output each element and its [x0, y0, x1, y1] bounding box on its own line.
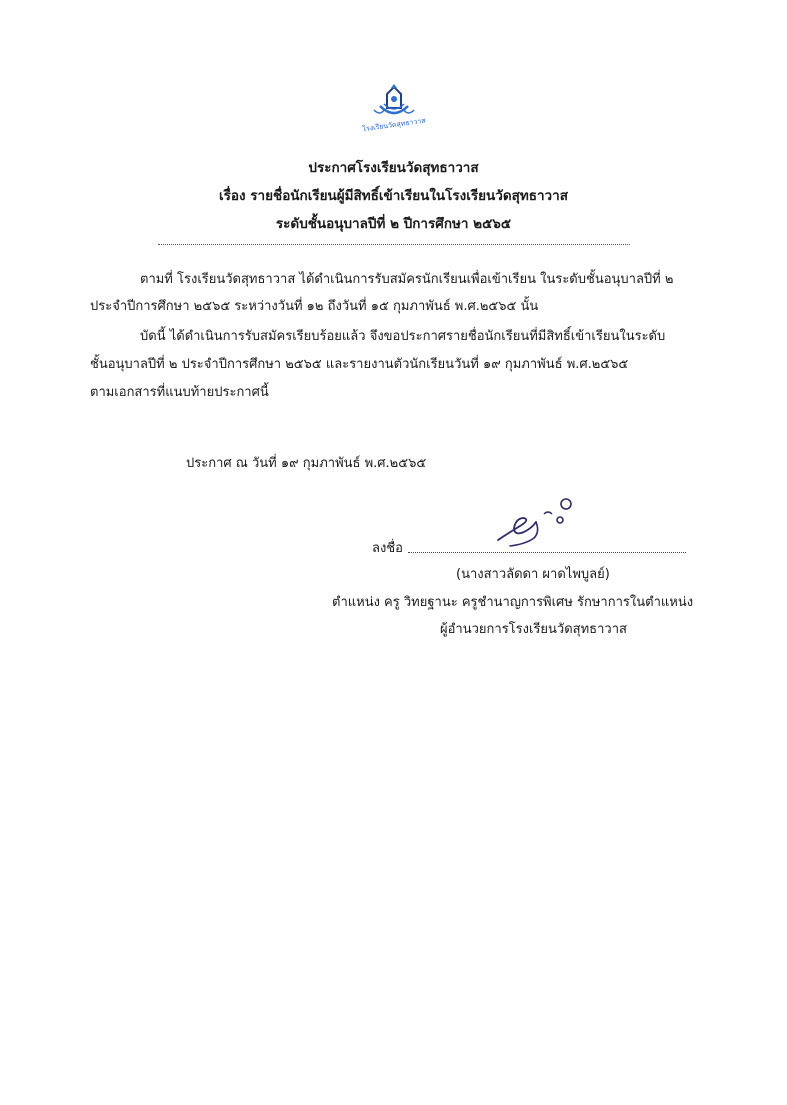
signer-name: (นางสาวลัดดา ผาดไพบูลย์) [456, 567, 610, 582]
title-divider [158, 244, 630, 245]
paragraph-2-line-1: บัดนี้ ได้ดำเนินการรับสมัครเรียบร้อยแล้ว จึงขอประกาศรายชื่อนักเรียนที่มีสิทธิ์เข้าเรียนในระดับ [140, 329, 666, 344]
logo-caption: โรงเรียนวัดสุทธาวาส [361, 116, 427, 134]
school-emblem-logo [360, 84, 428, 132]
paragraph-1-line-2: ประจำปีการศึกษา ๒๕๖๕ ระหว่างวันที่ ๑๒ ถึงวันที่ ๑๕ กุมภาพันธ์ พ.ศ.๒๕๖๕ นั้น [90, 299, 539, 314]
announcement-title: ประกาศโรงเรียนวัดสุทธาวาส [308, 160, 479, 176]
paragraph-2-line-3: ตามเอกสารที่แนบท้ายประกาศนี้ [90, 385, 269, 400]
sign-label: ลงชื่อ [372, 541, 403, 556]
signer-position-title: ผู้อำนวยการโรงเรียนวัดสุทธาวาส [440, 622, 627, 637]
paragraph-1-line-1: ตามที่ โรงเรียนวัดสุทธาวาส ได้ดำเนินการรับสมัครนักเรียนเพื่อเข้าเรียน ในระดับชั้นอนุบาลปีที่ ๒ [140, 272, 674, 287]
announcement-date: ประกาศ ณ วันที่ ๑๙ กุมภาพันธ์ พ.ศ.๒๕๖๕ [186, 456, 427, 471]
signature-dotted-line [408, 552, 686, 553]
announcement-subject: เรื่อง รายชื่อนักเรียนผู้มีสิทธิ์เข้าเรียนในโรงเรียนวัดสุทธาวาส [219, 188, 568, 204]
handwritten-signature [490, 492, 590, 552]
signer-position: ตำแหน่ง ครู วิทยฐานะ ครูชำนาญการพิเศษ รักษาการในตำแหน่ง [332, 595, 694, 610]
announcement-level: ระดับชั้นอนุบาลปีที่ ๒ ปีการศึกษา ๒๕๖๕ [275, 216, 512, 232]
paragraph-2-line-2: ชั้นอนุบาลปีที่ ๒ ประจำปีการศึกษา ๒๕๖๕ และรายงานตัวนักเรียนวันที่ ๑๙ กุมภาพันธ์ พ.ศ.๒๕๖๕ [90, 357, 629, 372]
